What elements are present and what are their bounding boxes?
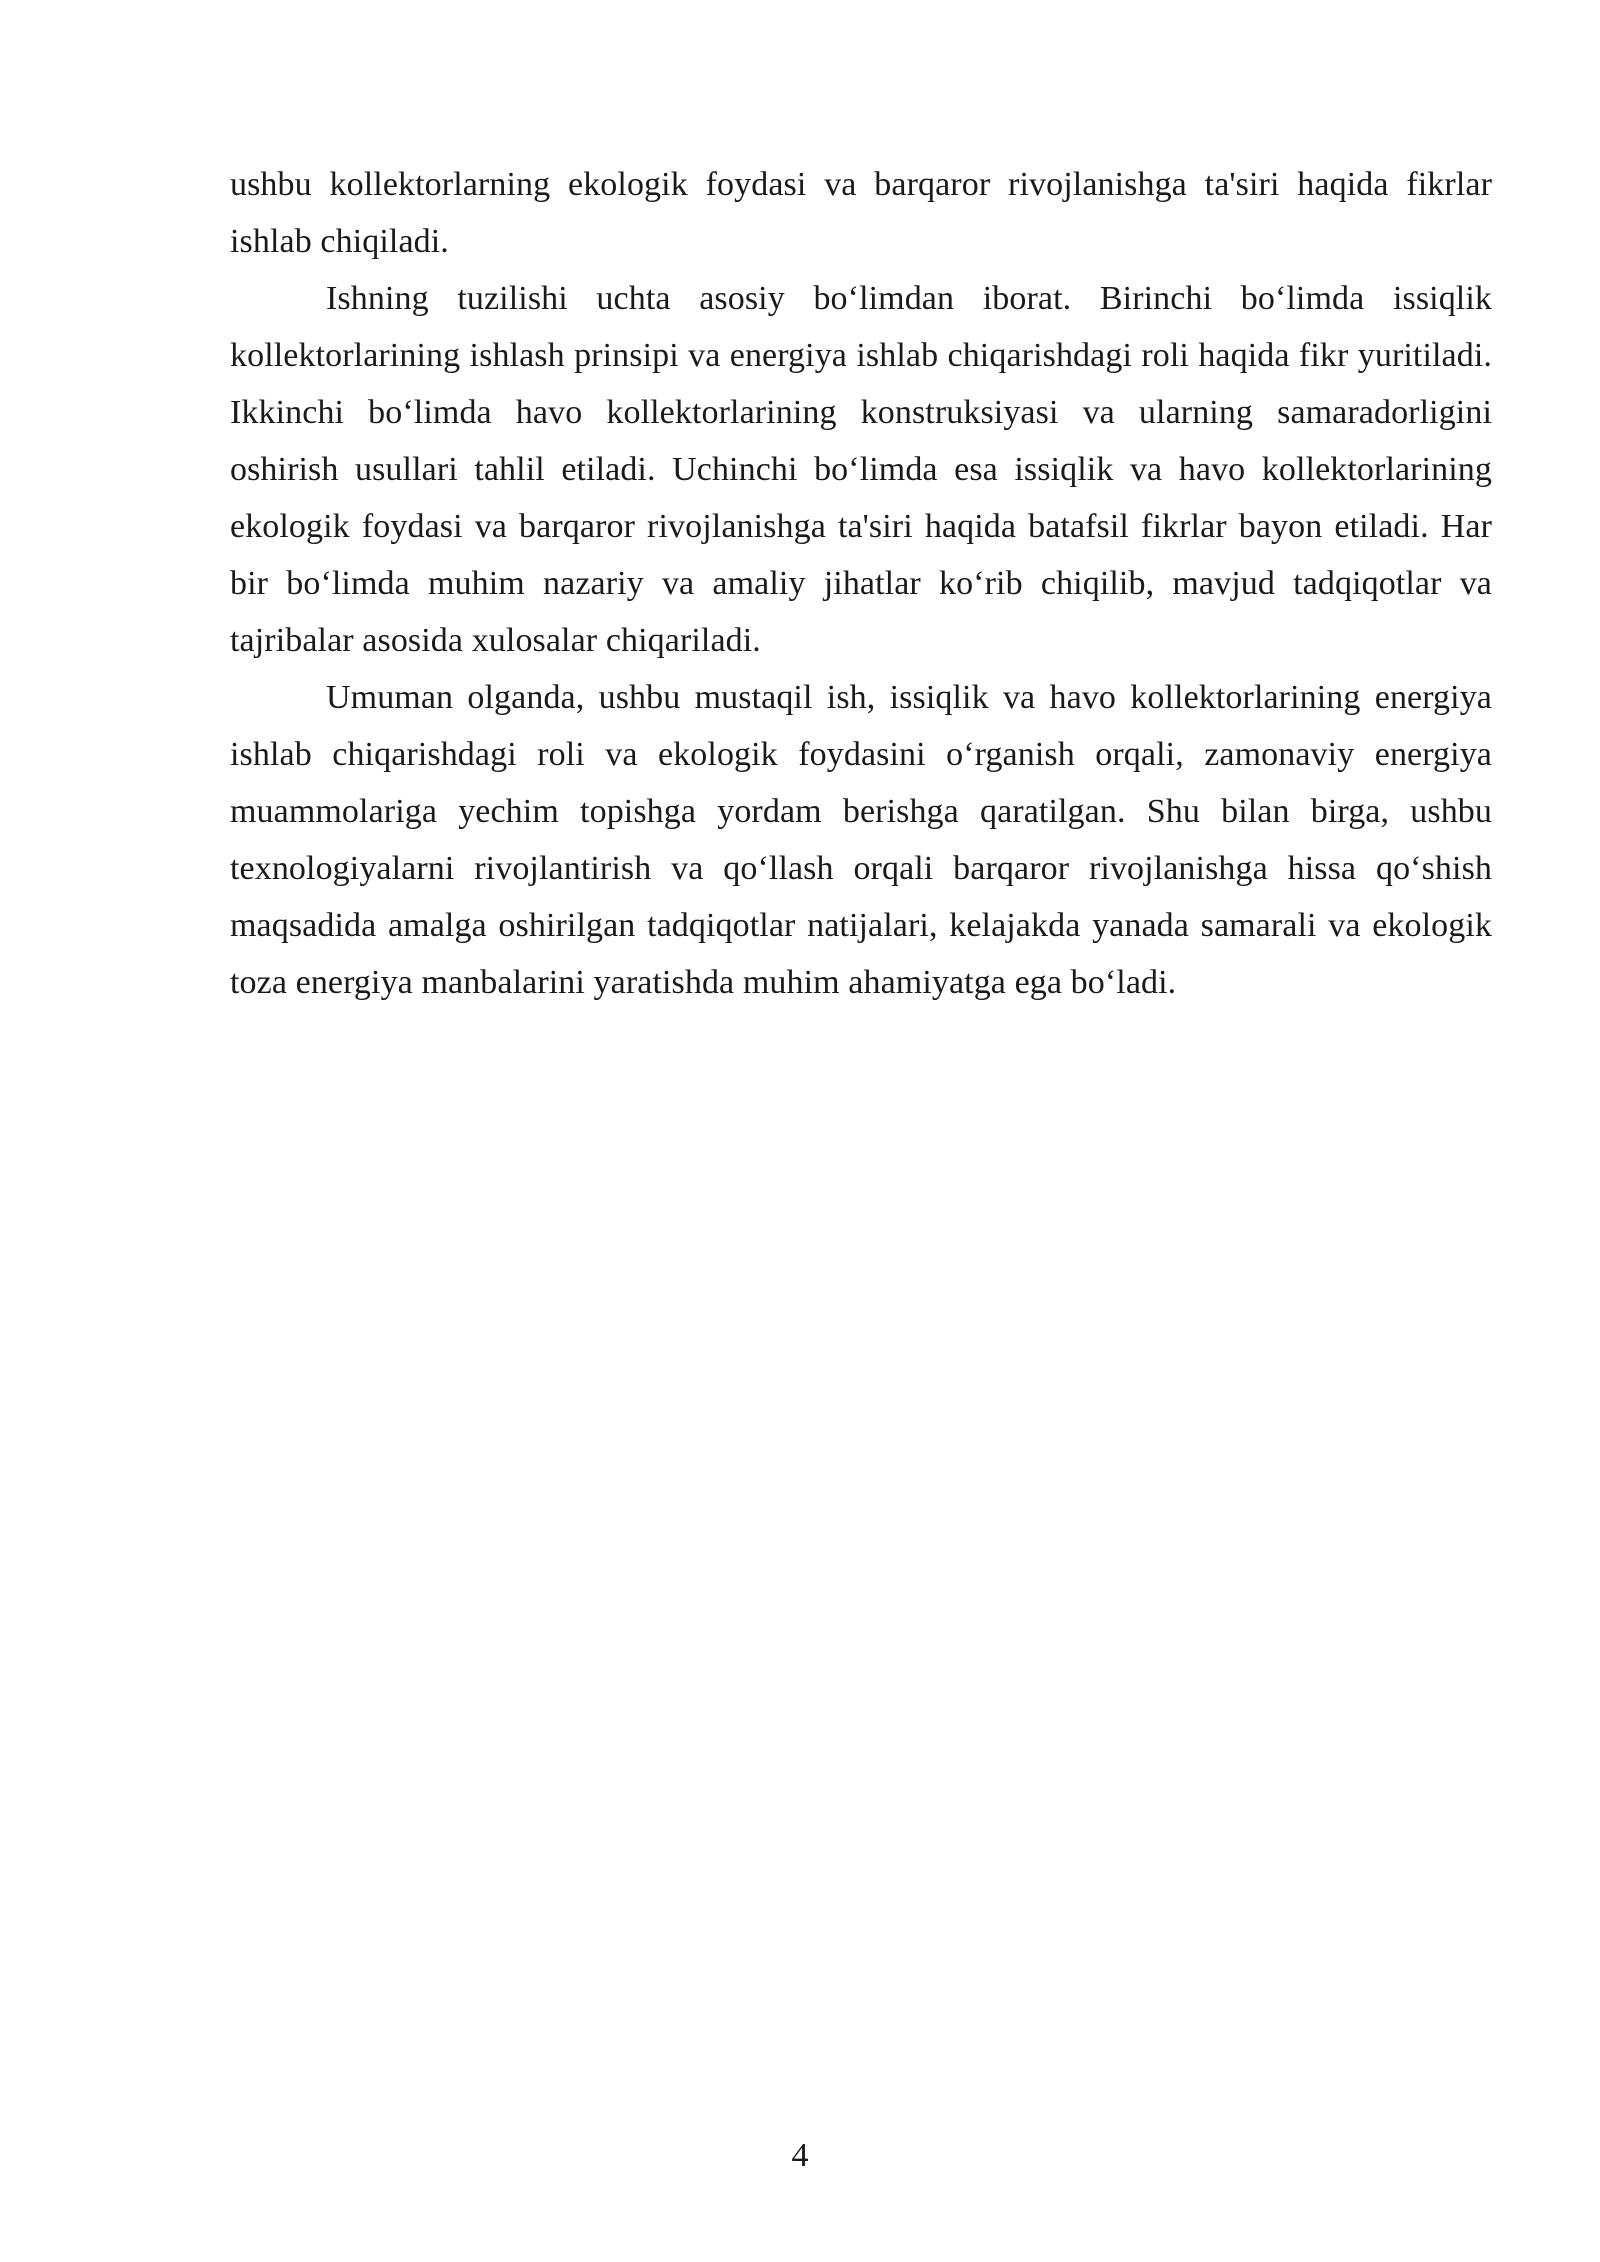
paragraph-structure: Ishning tuzilishi uchta asosiy bo‘limdan iborat. Birinchi bo‘limda issiqlik kollektorlarining ishlash prinsipi va energiya ishlab chiqarishdagi roli haqida fikr yuritiladi. Ikkinchi bo‘limda havo kollektorlarining konstruksiyasi va ularning samaradorligini oshirish usullari tahlil etiladi. Uchinchi bo‘limda esa issiqlik va havo kollektorlarining ekologik foydasi va barqaror rivojlanishga ta'siri haqida batafsil fikrlar bayon etiladi. Har bir bo‘limda muhim nazariy va amaliy jihatlar ko‘rib chiqilib, mavjud tadqiqotlar va tajribalar asosida xulosalar chiqariladi.: [230, 280, 1492, 659]
paragraph-conclusion: Umuman olganda, ushbu mustaqil ish, issiqlik va havo kollektorlarining energiya ishlab chiqarishdagi roli va ekologik foydasini o‘rganish orqali, zamonaviy energiya muammolariga yechim topishga yordam berishga qaratilgan. Shu bilan birga, ushbu texnologiyalarni rivojlantirish va qo‘llash orqali barqaror rivojlanishga hissa qo‘shish maqsadida amalga oshirilgan tadqiqotlar natijalari, kelajakda yanada samarali va ekologik toza energiya manbalarini yaratishda muhim ahamiyatga ega bo‘ladi.: [230, 679, 1492, 1001]
page-number: 4: [791, 2137, 809, 2174]
body-text: [230, 156, 1492, 1011]
paragraph-continuation: ushbu kollektorlarning ekologik foydasi va barqaror rivojlanishga ta'siri haqida fikrlar ishlab chiqiladi.: [230, 166, 1492, 260]
